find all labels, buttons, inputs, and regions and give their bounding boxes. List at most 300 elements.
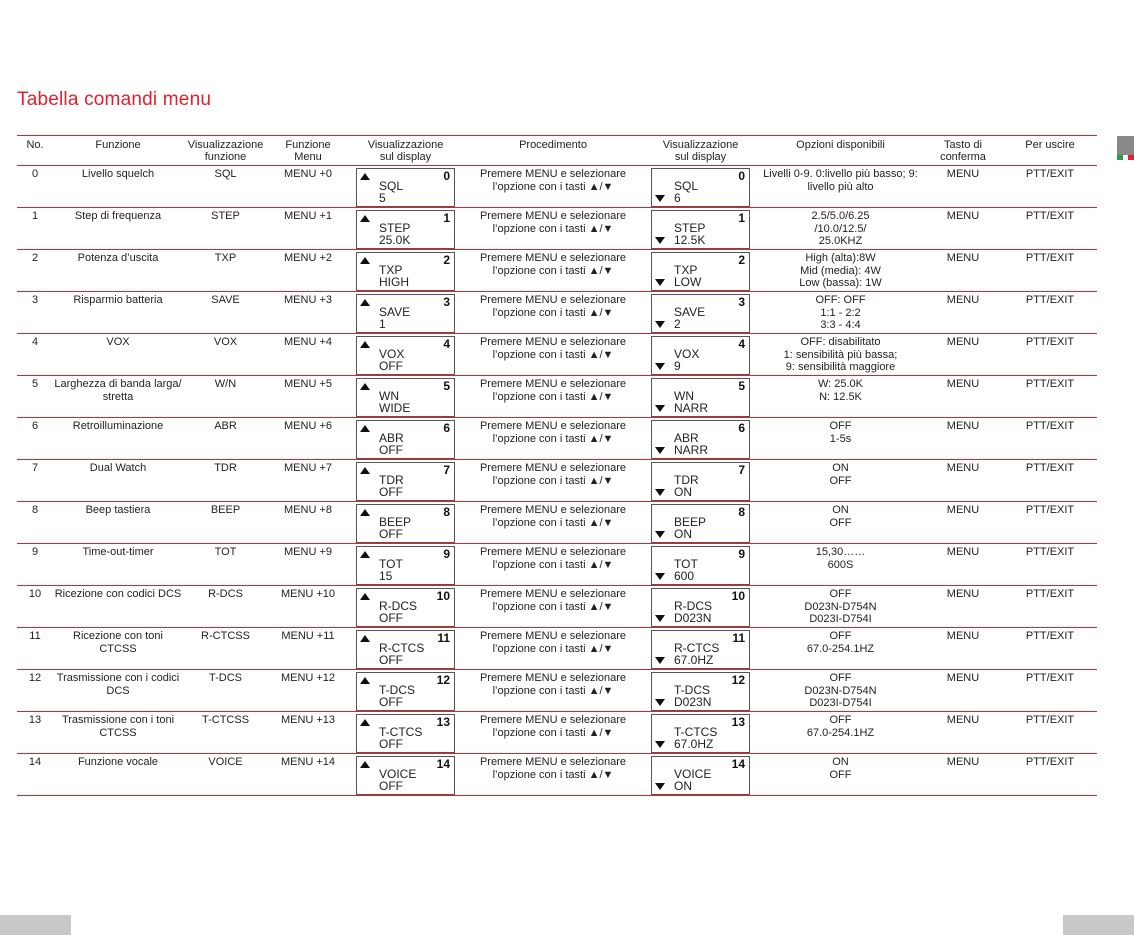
down-arrow-icon <box>655 363 665 370</box>
option-line: 1-5s <box>829 432 852 445</box>
lcd-line-1: TDR <box>674 473 699 487</box>
lcd-display-after <box>651 504 750 543</box>
down-arrow-icon <box>655 615 665 622</box>
cell-no <box>17 418 53 460</box>
lcd-display-after <box>651 420 750 459</box>
cell-display-before <box>348 208 463 250</box>
cell-no <box>17 208 53 250</box>
cell-menu <box>268 460 348 502</box>
row-number: 7 <box>31 462 39 474</box>
down-arrow-icon <box>655 657 665 664</box>
lcd-menu-number: 2 <box>443 253 450 267</box>
procedure-line: l’opzione con i tasti ▲/▼ <box>492 222 614 235</box>
cell-procedimento <box>463 670 643 712</box>
option-line: 15,30…… <box>815 546 866 558</box>
lcd-line-1: T-DCS <box>379 683 415 697</box>
header-funzione-label: Funzione <box>95 139 141 151</box>
confirm-key: MENU <box>946 672 980 684</box>
cell-opzioni <box>758 754 923 796</box>
lcd-line-1: SAVE <box>379 305 411 319</box>
row-number: 13 <box>28 714 42 726</box>
lcd-line-1: STEP <box>379 221 411 235</box>
lcd-line-1: WN <box>674 389 694 403</box>
down-arrow-icon <box>655 573 665 580</box>
up-arrow-icon <box>360 467 370 474</box>
lcd-line-2: WIDE <box>379 401 411 415</box>
down-arrow-icon <box>655 741 665 748</box>
lcd-line-1: ABR <box>379 431 404 445</box>
cell-menu <box>268 208 348 250</box>
function-name: Step di frequenza <box>74 210 162 222</box>
menu-function: MENU +3 <box>284 294 332 306</box>
cell-opzioni <box>758 712 923 754</box>
lcd-line-2: OFF <box>379 611 403 625</box>
header-visualizzazione-funzione <box>183 136 268 166</box>
cell-uscire <box>1003 250 1097 292</box>
cell-display-before <box>348 376 463 418</box>
exit-key: PTT/EXIT <box>1025 588 1075 600</box>
lcd-display-after <box>651 714 750 753</box>
confirm-key: MENU <box>946 378 980 390</box>
lcd-line-1: BEEP <box>379 515 412 529</box>
cell-funzione <box>53 628 183 670</box>
procedure-line: Premere MENU e selezionare <box>479 672 627 684</box>
cell-menu <box>268 250 348 292</box>
procedure-line: l’opzione con i tasti ▲/▼ <box>492 264 614 277</box>
option-line: OFF <box>829 768 852 781</box>
option-line: livello più alto <box>807 180 874 193</box>
cell-uscire <box>1003 166 1097 208</box>
table-header-row <box>17 136 1097 166</box>
header-display-after <box>643 136 758 166</box>
function-display-code: W/N <box>214 378 237 390</box>
function-display-code: R-DCS <box>208 588 243 600</box>
cell-display-after <box>643 460 758 502</box>
cell-display-before <box>348 544 463 586</box>
cell-uscire <box>1003 460 1097 502</box>
function-display-code: TOT <box>214 546 237 558</box>
function-display-code: BEEP <box>210 504 241 516</box>
lcd-menu-number: 1 <box>738 211 745 225</box>
cell-visualizzazione <box>183 670 268 712</box>
lcd-line-2: D023N <box>674 611 712 625</box>
cell-menu <box>268 334 348 376</box>
table-row <box>17 628 1097 670</box>
header-funzione-menu <box>268 136 348 166</box>
cell-uscire <box>1003 754 1097 796</box>
header-line: Funzione <box>285 139 331 151</box>
lcd-menu-number: 7 <box>738 463 745 477</box>
lcd-line-2: 12.5K <box>674 233 706 247</box>
exit-key: PTT/EXIT <box>1025 294 1075 306</box>
menu-function: MENU +10 <box>280 588 336 600</box>
cell-tasto <box>923 670 1003 712</box>
lcd-display-after <box>651 546 750 585</box>
lcd-line-1: TXP <box>379 263 403 277</box>
procedure-line: Premere MENU e selezionare <box>479 546 627 558</box>
down-arrow-icon <box>655 321 665 328</box>
lcd-line-1: R-CTCS <box>674 641 720 655</box>
row-number: 2 <box>31 252 39 264</box>
down-arrow-icon <box>655 447 665 454</box>
function-display-code: VOX <box>213 336 238 348</box>
lcd-line-1: TXP <box>674 263 698 277</box>
procedure-line: l’opzione con i tasti ▲/▼ <box>492 642 614 655</box>
cell-procedimento <box>463 334 643 376</box>
lcd-menu-number: 9 <box>443 547 450 561</box>
table-row <box>17 586 1097 628</box>
confirm-key: MENU <box>946 546 980 558</box>
option-line: D023I-D754I <box>809 697 872 709</box>
lcd-display-before <box>356 756 455 795</box>
cell-tasto <box>923 628 1003 670</box>
up-arrow-icon <box>360 509 370 516</box>
cell-uscire <box>1003 670 1097 712</box>
exit-key: PTT/EXIT <box>1025 756 1075 768</box>
lcd-line-2: 67.0HZ <box>674 737 714 751</box>
menu-function: MENU +11 <box>281 630 335 642</box>
lcd-line-1: T-CTCS <box>379 725 423 739</box>
lcd-line-1: STEP <box>674 221 706 235</box>
option-line: /10.0/12.5/ <box>814 222 867 235</box>
table-row <box>17 712 1097 754</box>
exit-key: PTT/EXIT <box>1025 210 1075 222</box>
cell-display-before <box>348 712 463 754</box>
lcd-menu-number: 4 <box>738 337 745 351</box>
lcd-menu-number: 12 <box>731 673 745 687</box>
header-opzioni <box>758 136 923 166</box>
cell-opzioni <box>758 544 923 586</box>
cell-display-after <box>643 250 758 292</box>
option-line: N: 12.5K <box>819 390 862 403</box>
lcd-line-1: VOX <box>379 347 405 361</box>
function-display-code: T-CTCSS <box>201 714 250 726</box>
procedure-line: l’opzione con i tasti ▲/▼ <box>492 390 614 403</box>
lcd-line-2: OFF <box>379 653 403 667</box>
function-name: VOX <box>106 336 130 348</box>
down-arrow-icon <box>655 699 665 706</box>
cell-no <box>17 166 53 208</box>
lcd-display-after <box>651 252 750 291</box>
cell-no <box>17 292 53 334</box>
procedure-line: l’opzione con i tasti ▲/▼ <box>492 348 614 361</box>
cell-visualizzazione <box>183 628 268 670</box>
footer-page-tab-left <box>0 915 71 935</box>
lcd-line-2: 6 <box>674 191 681 205</box>
lcd-menu-number: 0 <box>443 169 450 183</box>
down-arrow-icon <box>655 531 665 538</box>
cell-menu <box>268 544 348 586</box>
header-line: Visualizzazione <box>662 139 739 151</box>
cell-menu <box>268 502 348 544</box>
cell-display-before <box>348 166 463 208</box>
cell-visualizzazione <box>183 250 268 292</box>
lcd-line-2: ON <box>674 779 692 793</box>
cell-display-after <box>643 670 758 712</box>
function-display-code: R-CTCSS <box>201 630 250 642</box>
up-arrow-icon <box>360 299 370 306</box>
function-name: Retroilluminazione <box>72 420 164 432</box>
procedure-line: Premere MENU e selezionare <box>479 630 627 642</box>
procedure-line: l’opzione con i tasti ▲/▼ <box>492 516 614 529</box>
procedure-line: l’opzione con i tasti ▲/▼ <box>492 768 614 781</box>
cell-uscire <box>1003 544 1097 586</box>
lcd-line-1: T-CTCS <box>674 725 718 739</box>
lcd-line-2: 15 <box>379 569 393 583</box>
lcd-menu-number: 13 <box>436 715 450 729</box>
table-row <box>17 166 1097 208</box>
procedure-line: Premere MENU e selezionare <box>479 294 627 306</box>
cell-display-after <box>643 502 758 544</box>
procedure-line: Premere MENU e selezionare <box>479 504 627 516</box>
cell-menu <box>268 712 348 754</box>
lcd-line-2: ON <box>674 485 692 499</box>
lcd-menu-number: 9 <box>738 547 745 561</box>
lcd-line-2: OFF <box>379 737 403 751</box>
menu-function: MENU +7 <box>284 462 332 474</box>
cell-uscire <box>1003 418 1097 460</box>
side-tab <box>1117 136 1134 156</box>
confirm-key: MENU <box>946 252 980 264</box>
header-funzione <box>53 136 183 166</box>
confirm-key: MENU <box>946 714 980 726</box>
table-row <box>17 334 1097 376</box>
header-line: sul display <box>674 151 727 163</box>
function-display-code: ABR <box>214 420 237 432</box>
option-line: OFF <box>829 714 852 726</box>
table-row <box>17 544 1097 586</box>
lcd-line-2: HIGH <box>379 275 409 289</box>
cell-visualizzazione <box>183 166 268 208</box>
lcd-menu-number: 13 <box>731 715 745 729</box>
lcd-line-1: T-DCS <box>674 683 710 697</box>
cell-opzioni <box>758 460 923 502</box>
header-line: funzione <box>204 151 247 163</box>
option-line: OFF <box>829 672 852 684</box>
table-row <box>17 754 1097 796</box>
cell-procedimento <box>463 460 643 502</box>
cell-display-before <box>348 502 463 544</box>
lcd-line-1: SQL <box>674 179 699 193</box>
cell-tasto <box>923 418 1003 460</box>
lcd-display-before <box>356 210 455 249</box>
cell-menu <box>268 754 348 796</box>
down-arrow-icon <box>655 783 665 790</box>
flag-red-stripe <box>1128 155 1134 160</box>
lcd-menu-number: 14 <box>436 757 450 771</box>
cell-opzioni <box>758 208 923 250</box>
table-row <box>17 250 1097 292</box>
cell-procedimento <box>463 586 643 628</box>
procedure-line: l’opzione con i tasti ▲/▼ <box>492 306 614 319</box>
lcd-display-after <box>651 462 750 501</box>
lcd-display-after <box>651 630 750 669</box>
cell-visualizzazione <box>183 460 268 502</box>
option-line: D023N-D754N <box>804 600 877 613</box>
lcd-display-before <box>356 546 455 585</box>
up-arrow-icon <box>360 551 370 558</box>
cell-no <box>17 334 53 376</box>
function-name: Beep tastiera <box>85 504 151 516</box>
confirm-key: MENU <box>946 420 980 432</box>
cell-uscire <box>1003 712 1097 754</box>
cell-visualizzazione <box>183 418 268 460</box>
row-number: 6 <box>31 420 39 432</box>
procedure-line: Premere MENU e selezionare <box>479 420 627 432</box>
cell-no <box>17 460 53 502</box>
row-number: 5 <box>31 378 39 390</box>
cell-display-after <box>643 334 758 376</box>
option-line: 25.0KHZ <box>818 235 863 247</box>
option-line: 67.0-254.1HZ <box>806 726 875 739</box>
option-line: D023I-D754I <box>809 613 872 625</box>
cell-procedimento <box>463 628 643 670</box>
function-name: Larghezza di banda larga/ stretta <box>54 378 182 403</box>
cell-funzione <box>53 418 183 460</box>
row-number: 0 <box>31 168 39 180</box>
cell-menu <box>268 166 348 208</box>
cell-procedimento <box>463 166 643 208</box>
cell-visualizzazione <box>183 292 268 334</box>
exit-key: PTT/EXIT <box>1025 252 1075 264</box>
menu-function: MENU +4 <box>284 336 332 348</box>
menu-commands-table <box>17 135 1097 796</box>
cell-funzione <box>53 292 183 334</box>
cell-tasto <box>923 250 1003 292</box>
cell-funzione <box>53 376 183 418</box>
function-name: Ricezione con toni CTCSS <box>73 630 163 655</box>
procedure-line: Premere MENU e selezionare <box>479 252 627 264</box>
procedure-line: l’opzione con i tasti ▲/▼ <box>492 432 614 445</box>
exit-key: PTT/EXIT <box>1025 504 1075 516</box>
lcd-display-after <box>651 756 750 795</box>
down-arrow-icon <box>655 489 665 496</box>
lcd-menu-number: 6 <box>738 421 745 435</box>
cell-menu <box>268 628 348 670</box>
confirm-key: MENU <box>946 630 980 642</box>
lcd-menu-number: 10 <box>436 589 450 603</box>
cell-procedimento <box>463 418 643 460</box>
header-line: sul display <box>379 151 432 163</box>
function-name: Trasmissione con i codici DCS <box>56 672 180 697</box>
option-line: Livelli 0-9. 0:livello più basso; 9: <box>763 168 918 180</box>
confirm-key: MENU <box>946 756 980 768</box>
lcd-line-2: OFF <box>379 779 403 793</box>
option-line: W: 25.0K <box>817 378 864 390</box>
cell-uscire <box>1003 628 1097 670</box>
option-line: ON <box>832 462 849 474</box>
cell-no <box>17 250 53 292</box>
lcd-menu-number: 1 <box>443 211 450 225</box>
function-display-code: SQL <box>214 168 237 180</box>
lcd-line-1: SAVE <box>674 305 706 319</box>
lcd-display-before <box>356 336 455 375</box>
header-line: Visualizzazione <box>367 139 444 151</box>
lcd-line-2: NARR <box>674 443 709 457</box>
lcd-menu-number: 0 <box>738 169 745 183</box>
option-line: OFF <box>829 474 852 487</box>
table-row <box>17 376 1097 418</box>
option-line: 9: sensibilità maggiore <box>785 361 896 373</box>
cell-visualizzazione <box>183 712 268 754</box>
lcd-line-1: WN <box>379 389 399 403</box>
cell-display-after <box>643 208 758 250</box>
cell-display-after <box>643 586 758 628</box>
exit-key: PTT/EXIT <box>1025 420 1075 432</box>
option-line: High (alta):8W <box>805 252 876 264</box>
up-arrow-icon <box>360 761 370 768</box>
option-line: ON <box>832 756 849 768</box>
lcd-line-2: 5 <box>379 191 386 205</box>
cell-display-after <box>643 166 758 208</box>
option-line: Mid (media): 4W <box>800 264 881 277</box>
lcd-display-before <box>356 588 455 627</box>
cell-menu <box>268 292 348 334</box>
option-line: OFF: OFF <box>815 294 866 306</box>
cell-opzioni <box>758 628 923 670</box>
cell-procedimento <box>463 754 643 796</box>
row-number: 4 <box>31 336 39 348</box>
cell-tasto <box>923 460 1003 502</box>
table-row <box>17 502 1097 544</box>
lcd-menu-number: 14 <box>731 757 745 771</box>
lcd-line-2: LOW <box>674 275 702 289</box>
cell-funzione <box>53 250 183 292</box>
cell-procedimento <box>463 502 643 544</box>
lcd-menu-number: 7 <box>443 463 450 477</box>
header-line: conferma <box>940 151 986 163</box>
row-number: 14 <box>28 756 42 768</box>
option-line: 67.0-254.1HZ <box>806 642 875 655</box>
cell-tasto <box>923 712 1003 754</box>
function-name: Trasmissione con i toni CTCSS <box>61 714 175 739</box>
procedure-line: Premere MENU e selezionare <box>479 462 627 474</box>
cell-opzioni <box>758 502 923 544</box>
lcd-menu-number: 8 <box>443 505 450 519</box>
header-line: Visualizzazione <box>187 139 264 151</box>
lcd-menu-number: 6 <box>443 421 450 435</box>
lcd-line-2: 9 <box>674 359 681 373</box>
procedure-line: l’opzione con i tasti ▲/▼ <box>492 600 614 613</box>
cell-funzione <box>53 754 183 796</box>
option-line: Low (bassa): 1W <box>799 277 882 289</box>
option-line: OFF <box>829 588 852 600</box>
up-arrow-icon <box>360 257 370 264</box>
header-tasto <box>923 136 1003 166</box>
lcd-menu-number: 3 <box>443 295 450 309</box>
menu-function: MENU +14 <box>280 756 336 768</box>
cell-procedimento <box>463 292 643 334</box>
exit-key: PTT/EXIT <box>1025 168 1075 180</box>
lcd-menu-number: 4 <box>443 337 450 351</box>
cell-opzioni <box>758 250 923 292</box>
cell-procedimento <box>463 712 643 754</box>
down-arrow-icon <box>655 405 665 412</box>
lcd-menu-number: 10 <box>731 589 745 603</box>
cell-uscire <box>1003 376 1097 418</box>
cell-uscire <box>1003 586 1097 628</box>
lcd-display-after <box>651 294 750 333</box>
row-number: 9 <box>31 546 39 558</box>
cell-display-before <box>348 334 463 376</box>
lcd-line-1: ABR <box>674 431 699 445</box>
cell-menu <box>268 418 348 460</box>
lcd-line-1: TOT <box>379 557 403 571</box>
cell-procedimento <box>463 250 643 292</box>
cell-tasto <box>923 334 1003 376</box>
procedure-line: Premere MENU e selezionare <box>479 168 627 180</box>
lcd-line-2: OFF <box>379 695 403 709</box>
